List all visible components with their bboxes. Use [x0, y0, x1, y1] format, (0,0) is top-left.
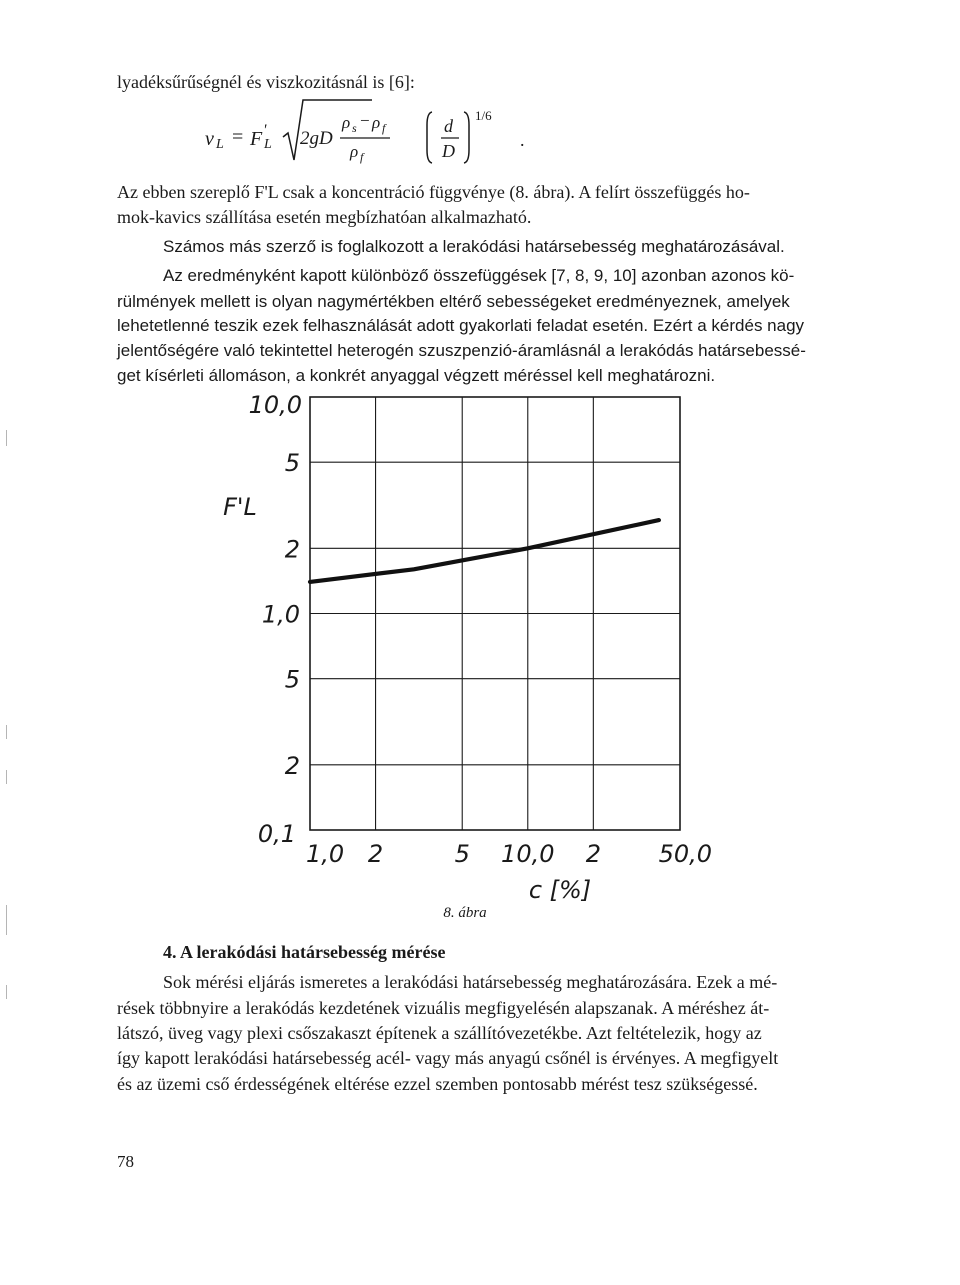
scan-mark — [6, 905, 7, 935]
formula-D: D — [442, 141, 455, 161]
page-number: 78 — [117, 1152, 134, 1171]
concentration-chart — [0, 380, 960, 920]
y-tick-label: 10,0 — [248, 391, 302, 419]
paragraph2-line: get kísérleti állomáson, a konkrét anyaggal végzett méréssel kell meghatározni. — [117, 366, 716, 385]
scan-mark — [6, 770, 7, 784]
data-series-line — [310, 520, 659, 582]
formula-rho-s: ρ — [342, 113, 351, 132]
formula-F-prime: ' — [263, 122, 267, 139]
scan-mark — [6, 725, 7, 739]
formula-radical — [0, 0, 960, 180]
formula — [0, 0, 960, 180]
x-tick-label: 10,0 — [501, 840, 555, 868]
paragraph2-line: jelentőségére való tekintettel heterogén szuszpenzió-áramlásnál a lerakódás határsebessé- — [117, 341, 806, 360]
formula-F: F — [250, 128, 263, 150]
intro-line: lyadéksűrűségnél és viszkozitásnál is [6]: — [117, 72, 415, 92]
section-title: A lerakódási határsebesség mérése — [180, 942, 446, 962]
paragraph3-line: látszó, üveg vagy plexi csőszakaszt építenek a szállítóvezetékbe. Azt feltételezik, hogy az — [117, 1023, 762, 1043]
paragraph3-line: rések többnyire a lerakódás kezdetének vizuális megfigyelésén alapszanak. A méréshez át- — [117, 998, 770, 1018]
y-tick-label: 1,0 — [261, 600, 300, 629]
section-number: 4. — [163, 942, 177, 962]
formula-rho-s-sub: s — [352, 121, 357, 135]
x-tick-label: 2 — [367, 840, 384, 868]
paragraph1-line: mok-kavics szállítása esetén megbízhatóan alkalmazható. — [117, 207, 532, 227]
formula-F-sub: L — [264, 137, 272, 152]
y-tick-label: 0,1 — [257, 820, 296, 848]
y-axis-label: F'L — [223, 493, 257, 521]
section-heading — [163, 940, 445, 964]
formula-period: . — [520, 130, 525, 150]
formula-v: v — [205, 128, 214, 150]
x-tick-label: 2 — [585, 840, 601, 868]
formula-equals: = — [232, 126, 244, 148]
x-tick-label: 50,0 — [658, 840, 712, 868]
formula-exponent: 1/6 — [475, 108, 492, 123]
formula-v-sub: L — [216, 137, 224, 152]
formula-den-rho: ρ — [350, 142, 359, 161]
x-axis-label: c [%] — [528, 876, 592, 904]
formula-2gD: 2gD — [300, 128, 333, 149]
paragraph3-line: Sok mérési eljárás ismeretes a lerakódási határsebesség meghatározására. Ezek a mé- — [163, 972, 778, 992]
scan-mark — [6, 985, 7, 999]
y-tick-label: 5 — [284, 665, 300, 694]
x-tick-label: 1,0 — [306, 840, 345, 868]
paragraph2-line: Számos más szerző is foglalkozott a lerakódási határsebesség meghatározásával. — [163, 237, 785, 256]
y-tick-label: 5 — [284, 449, 300, 478]
scan-mark — [6, 430, 7, 446]
paragraph2-line: rülmények mellett is olyan nagymértékben eltérő sebességeket eredményeznek, amelyek — [117, 292, 790, 311]
formula-rho-f-sub: f — [382, 121, 386, 135]
paragraph2-line: Az eredményként kapott különböző összefüggések [7, 8, 9, 10] azonban azonos kö- — [163, 266, 795, 285]
formula-rho-f: ρ — [372, 113, 381, 132]
formula-minus: − — [360, 111, 370, 130]
y-tick-label: 2 — [284, 535, 300, 564]
paragraph2-line: lehetetlenné teszik ezek felhasználását adott gyakorlati feladat esetén. Ezért a kérdés nagy — [117, 316, 805, 335]
x-tick-label: 5 — [454, 840, 470, 868]
formula-d: d — [444, 116, 453, 136]
paragraph3-line: így kapott lerakódási határsebesség acél- vagy más anyagú csőnél is érvényes. A megfigyelt — [117, 1048, 779, 1068]
y-tick-label: 2 — [284, 751, 300, 780]
paragraph1-line: Az ebben szereplő F'L csak a koncentráció függvénye (8. ábra). A felírt összefüggés ho- — [117, 182, 750, 202]
formula-den-rho-sub: f — [360, 150, 364, 164]
paragraph3-line: és az üzemi cső érdességének eltérése ezzel szemben pontosabb mérést tesz szükségessé. — [117, 1074, 758, 1094]
figure-caption: 8. ábra — [443, 905, 487, 920]
